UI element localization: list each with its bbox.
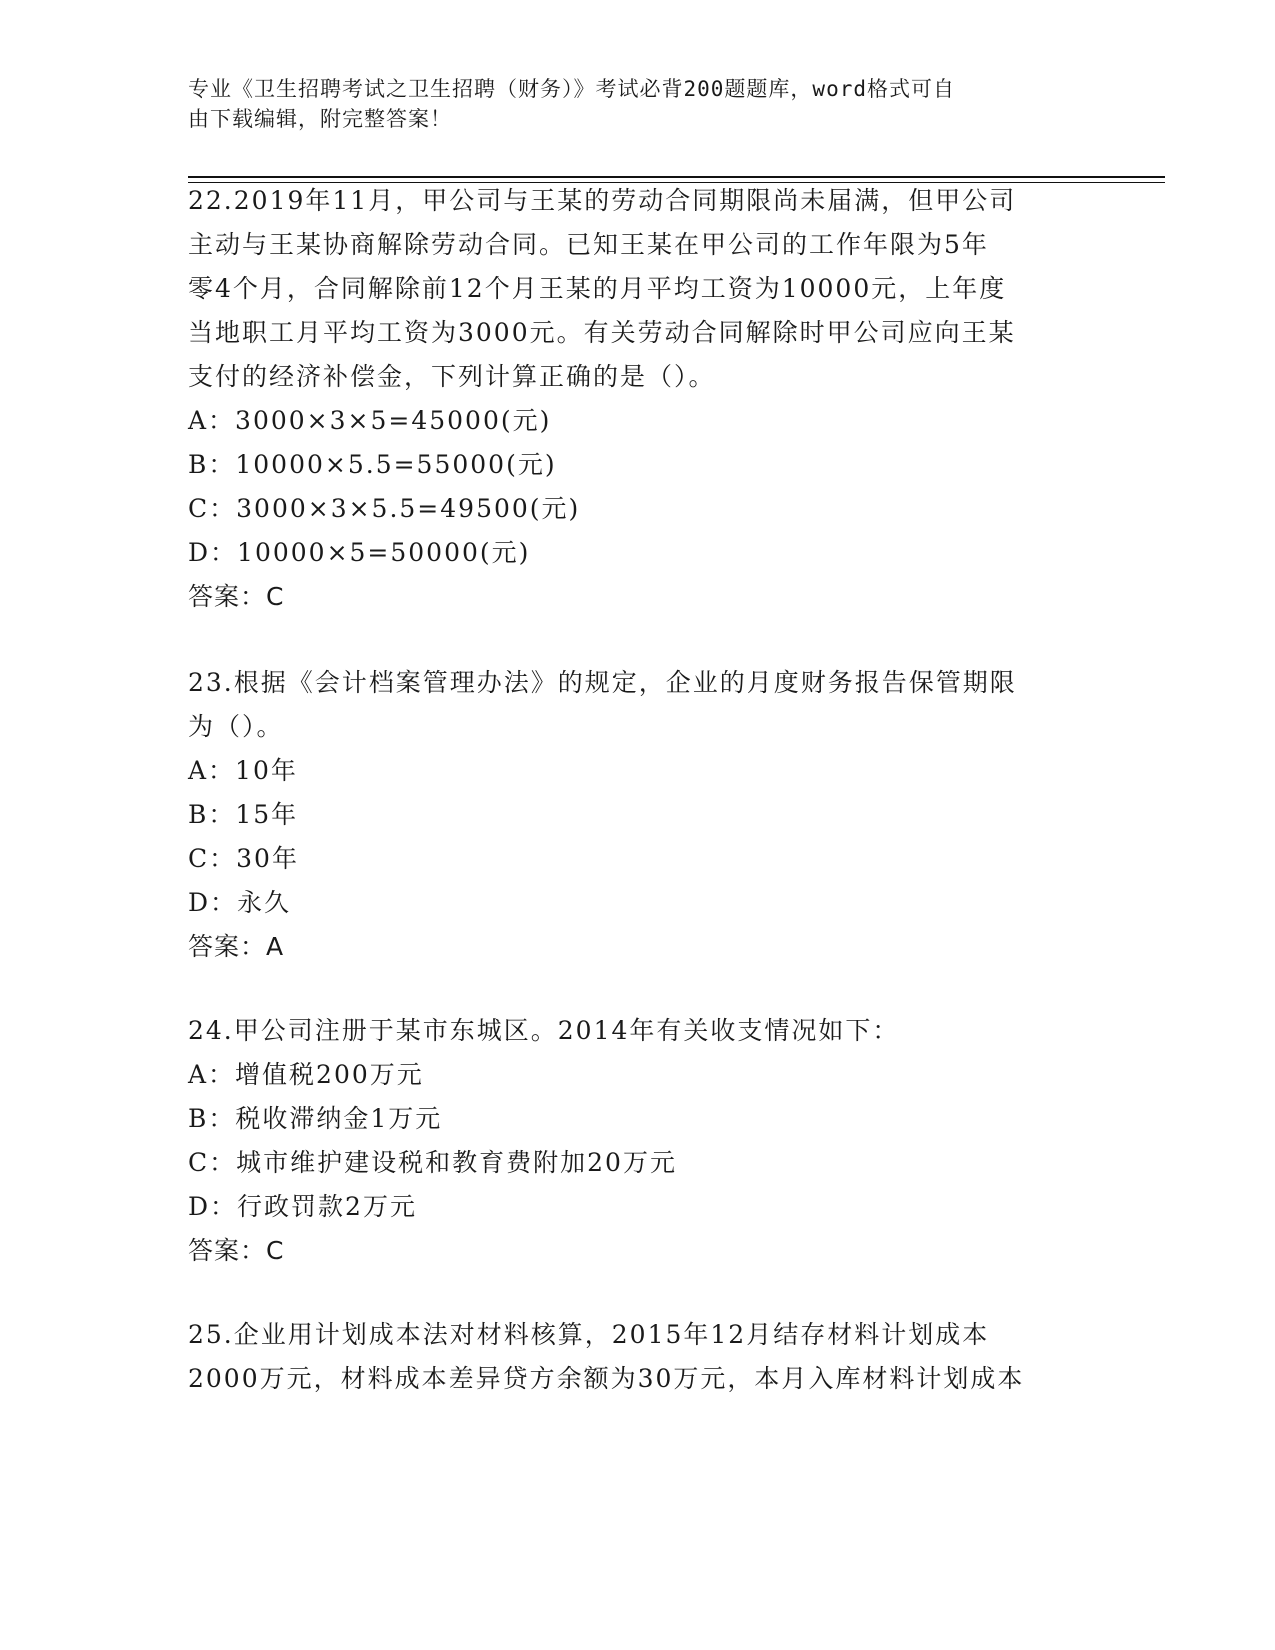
question-stem-line: 当地职工月平均工资为3000元。有关劳动合同解除时甲公司应向王某	[188, 318, 1016, 347]
answer-line: 答案：C	[188, 1236, 285, 1265]
header-divider-thin	[188, 182, 1165, 183]
option-a: A：10年	[188, 756, 298, 785]
option-b: B：15年	[188, 800, 299, 829]
option-c: C：3000×3×5.5=49500(元)	[188, 494, 581, 523]
question-stem-line: 主动与王某协商解除劳动合同。已知王某在甲公司的工作年限为5年	[188, 230, 989, 259]
answer-line: 答案：C	[188, 582, 285, 611]
question-stem-line: 24.甲公司注册于某市东城区。2014年有关收支情况如下：	[188, 1016, 900, 1045]
question-stem-line: 零4个月，合同解除前12个月王某的月平均工资为10000元，上年度	[188, 274, 1007, 303]
option-a: A：增值税200万元	[188, 1060, 424, 1089]
header-line-2: 由下载编辑，附完整答案！	[188, 107, 452, 131]
header-divider-thick	[188, 176, 1165, 178]
option-c: C：城市维护建设税和教育费附加20万元	[188, 1148, 677, 1177]
option-b: B：10000×5.5=55000(元)	[188, 450, 557, 479]
document-header	[188, 74, 1068, 134]
option-a: A：3000×3×5=45000(元)	[188, 406, 552, 435]
answer-line: 答案：A	[188, 932, 285, 961]
question-stem-line: 支付的经济补偿金，下列计算正确的是（）。	[188, 362, 716, 391]
option-d: D：永久	[188, 888, 292, 917]
question-stem-line: 23.根据《会计档案管理办法》的规定，企业的月度财务报告保管期限	[188, 668, 1017, 697]
option-d: D：行政罚款2万元	[188, 1192, 417, 1221]
question-stem-line: 22.2019年11月，甲公司与王某的劳动合同期限尚未届满，但甲公司	[188, 186, 1017, 215]
option-b: B：税收滞纳金1万元	[188, 1104, 443, 1133]
question-stem-line: 为（）。	[188, 712, 284, 741]
header-line-1: 专业《卫生招聘考试之卫生招聘（财务）》考试必背200题题库，word格式可自	[188, 77, 955, 101]
option-c: C：30年	[188, 844, 299, 873]
option-d: D：10000×5=50000(元)	[188, 538, 531, 567]
question-stem-line: 2000万元，材料成本差异贷方余额为30万元，本月入库材料计划成本	[188, 1364, 1025, 1393]
question-stem-line: 25.企业用计划成本法对材料核算，2015年12月结存材料计划成本	[188, 1320, 990, 1349]
